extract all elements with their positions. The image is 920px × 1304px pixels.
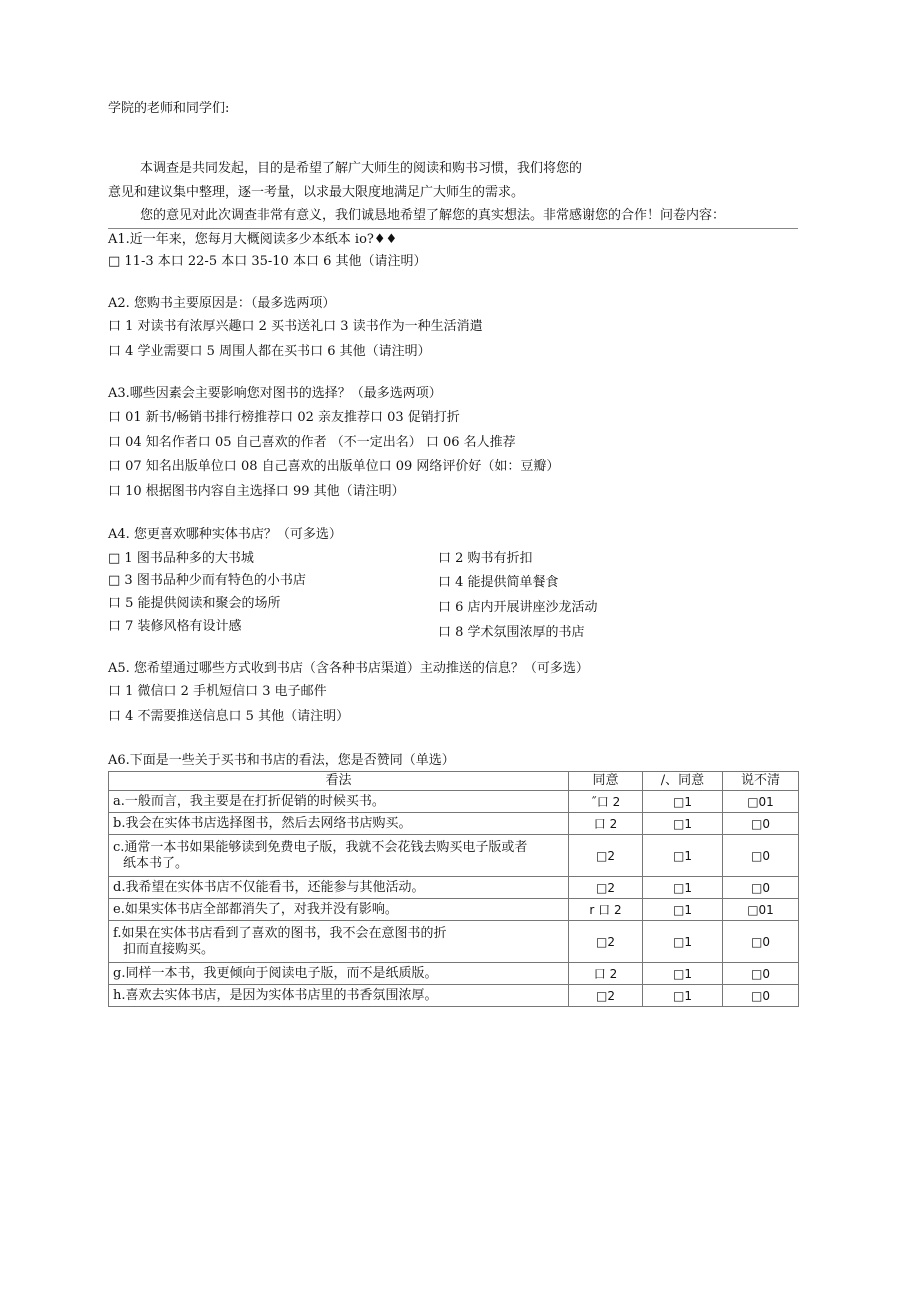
statement: a.一般而言，我主要是在打折促销的时候买书。 [109, 791, 569, 813]
table-row [109, 963, 799, 985]
question-a2-options-2[interactable]: 口 4 学业需要口 5 周围人都在买书口 6 其他（请注明） [108, 344, 431, 359]
option-unsure[interactable]: □01 [723, 791, 799, 813]
option-unsure[interactable]: □0 [723, 835, 799, 877]
question-a6-title: A6.下面是一些关于买书和书店的看法，您是否赞同（单选） [108, 753, 455, 768]
option-disagree[interactable]: □1 [643, 963, 723, 985]
question-a5-title: A5. 您希望通过哪些方式收到书店（含各种书店渠道）主动推送的信息？（可多选） [108, 661, 589, 676]
table-row [109, 899, 799, 921]
statement: g.同样一本书，我更倾向于阅读电子版，而不是纸质版。 [109, 963, 569, 985]
question-a4-option[interactable]: 口 6 店内开展讲座沙龙活动 [438, 600, 598, 615]
option-agree[interactable]: 口 2 [569, 963, 643, 985]
table-row [109, 835, 799, 877]
option-disagree[interactable]: □1 [643, 791, 723, 813]
statement: e.如果实体书店全部都消失了，对我并没有影响。 [109, 899, 569, 921]
header-opinion: 看法 [109, 772, 569, 791]
question-a4-option[interactable]: 口 8 学术氛围浓厚的书店 [438, 625, 585, 640]
option-unsure[interactable]: □0 [723, 963, 799, 985]
question-a1-options[interactable]: □ 11-3 本口 22-5 本口 35-10 本口 6 其他（请注明） [108, 254, 427, 269]
intro-line-2: 意见和建议集中整理，逐一考量，以求最大限度地满足广大师生的需求。 [108, 185, 525, 200]
option-agree[interactable]: r 口 2 [569, 899, 643, 921]
table-header-row [109, 772, 799, 791]
question-a2-options-1[interactable]: 口 1 对读书有浓厚兴趣口 2 买书送礼口 3 读书作为一种生活消遣 [108, 319, 483, 334]
option-agree[interactable]: □2 [569, 921, 643, 963]
table-row [109, 877, 799, 899]
question-a3-options-3[interactable]: 口 07 知名出版单位口 08 自己喜欢的出版单位口 09 网络评价好（如：豆瓣） [108, 459, 560, 474]
table-row [109, 813, 799, 835]
question-a5-options-2[interactable]: 口 4 不需要推送信息口 5 其他（请注明） [108, 709, 350, 724]
statement: h.喜欢去实体书店，是因为实体书店里的书香氛围浓厚。 [109, 985, 569, 1007]
question-a4-option[interactable]: 口 5 能提供阅读和聚会的场所 [108, 596, 281, 611]
option-disagree[interactable]: □1 [643, 877, 723, 899]
question-a3-options-4[interactable]: 口 10 根据图书内容自主选择口 99 其他（请注明） [108, 484, 405, 499]
question-a2-title: A2. 您购书主要原因是：（最多选两项） [108, 296, 336, 311]
question-a4-option[interactable]: 口 7 装修风格有设计感 [108, 619, 242, 634]
question-a3-title: A3.哪些因素会主要影响您对图书的选择？（最多选两项） [108, 386, 442, 401]
statement: f.如果在实体书店看到了喜欢的图书，我不会在意图书的折 扣而直接购买。 [109, 921, 569, 963]
option-unsure[interactable]: □01 [723, 899, 799, 921]
question-a4-option[interactable]: 口 2 购书有折扣 [438, 551, 533, 566]
option-disagree[interactable]: □1 [643, 921, 723, 963]
question-a4-option[interactable]: □ 1 图书品种多的大书城 [108, 551, 254, 566]
option-agree[interactable]: ˝口 2 [569, 791, 643, 813]
statement: c.通常一本书如果能够读到免费电子版，我就不会花钱去购买电子版或者 纸本书了。 [109, 835, 569, 877]
table-row [109, 791, 799, 813]
option-disagree[interactable]: □1 [643, 899, 723, 921]
option-unsure[interactable]: □0 [723, 921, 799, 963]
option-disagree[interactable]: □1 [643, 813, 723, 835]
question-a5-options-1[interactable]: 口 1 微信口 2 手机短信口 3 电子邮件 [108, 684, 327, 699]
greeting: 学院的老师和同学们: [108, 101, 230, 116]
header-unsure: 说不清 [723, 772, 799, 791]
header-disagree: /、同意 [643, 772, 723, 791]
question-a1-title: A1.近一年来，您每月大概阅读多少本纸本 io?♦♦ [108, 232, 398, 247]
question-a3-options-2[interactable]: 口 04 知名作者口 05 自己喜欢的作者 （不一定出名） 口 06 名人推荐 [108, 435, 516, 450]
question-a6-table [108, 771, 799, 1007]
option-disagree[interactable]: □1 [643, 835, 723, 877]
option-agree[interactable]: □2 [569, 985, 643, 1007]
question-a3-options-1[interactable]: 口 01 新书/畅销书排行榜推荐口 02 亲友推荐口 03 促销打折 [108, 410, 460, 425]
question-a4-option[interactable]: □ 3 图书品种少而有特色的小书店 [108, 573, 306, 588]
option-agree[interactable]: □2 [569, 835, 643, 877]
table-row [109, 985, 799, 1007]
option-agree[interactable]: 口 2 [569, 813, 643, 835]
option-unsure[interactable]: □0 [723, 813, 799, 835]
option-unsure[interactable]: □0 [723, 877, 799, 899]
option-unsure[interactable]: □0 [723, 985, 799, 1007]
statement: b.我会在实体书店选择图书，然后去网络书店购买。 [109, 813, 569, 835]
intro-line-3: 您的意见对此次调查非常有意义，我们诚恳地希望了解您的真实想法。非常感谢您的合作！问卷内容： [140, 208, 726, 223]
option-agree[interactable]: □2 [569, 877, 643, 899]
divider [108, 228, 798, 229]
question-a4-option[interactable]: 口 4 能提供简单餐食 [438, 575, 559, 590]
header-agree: 同意 [569, 772, 643, 791]
intro-line-1: 本调查是共同发起，目的是希望了解广大师生的阅读和购书习惯，我们将您的 [140, 161, 583, 176]
option-disagree[interactable]: □1 [643, 985, 723, 1007]
table-row [109, 921, 799, 963]
question-a4-title: A4. 您更喜欢哪种实体书店？（可多选） [108, 527, 342, 542]
statement: d.我希望在实体书店不仅能看书，还能参与其他活动。 [109, 877, 569, 899]
